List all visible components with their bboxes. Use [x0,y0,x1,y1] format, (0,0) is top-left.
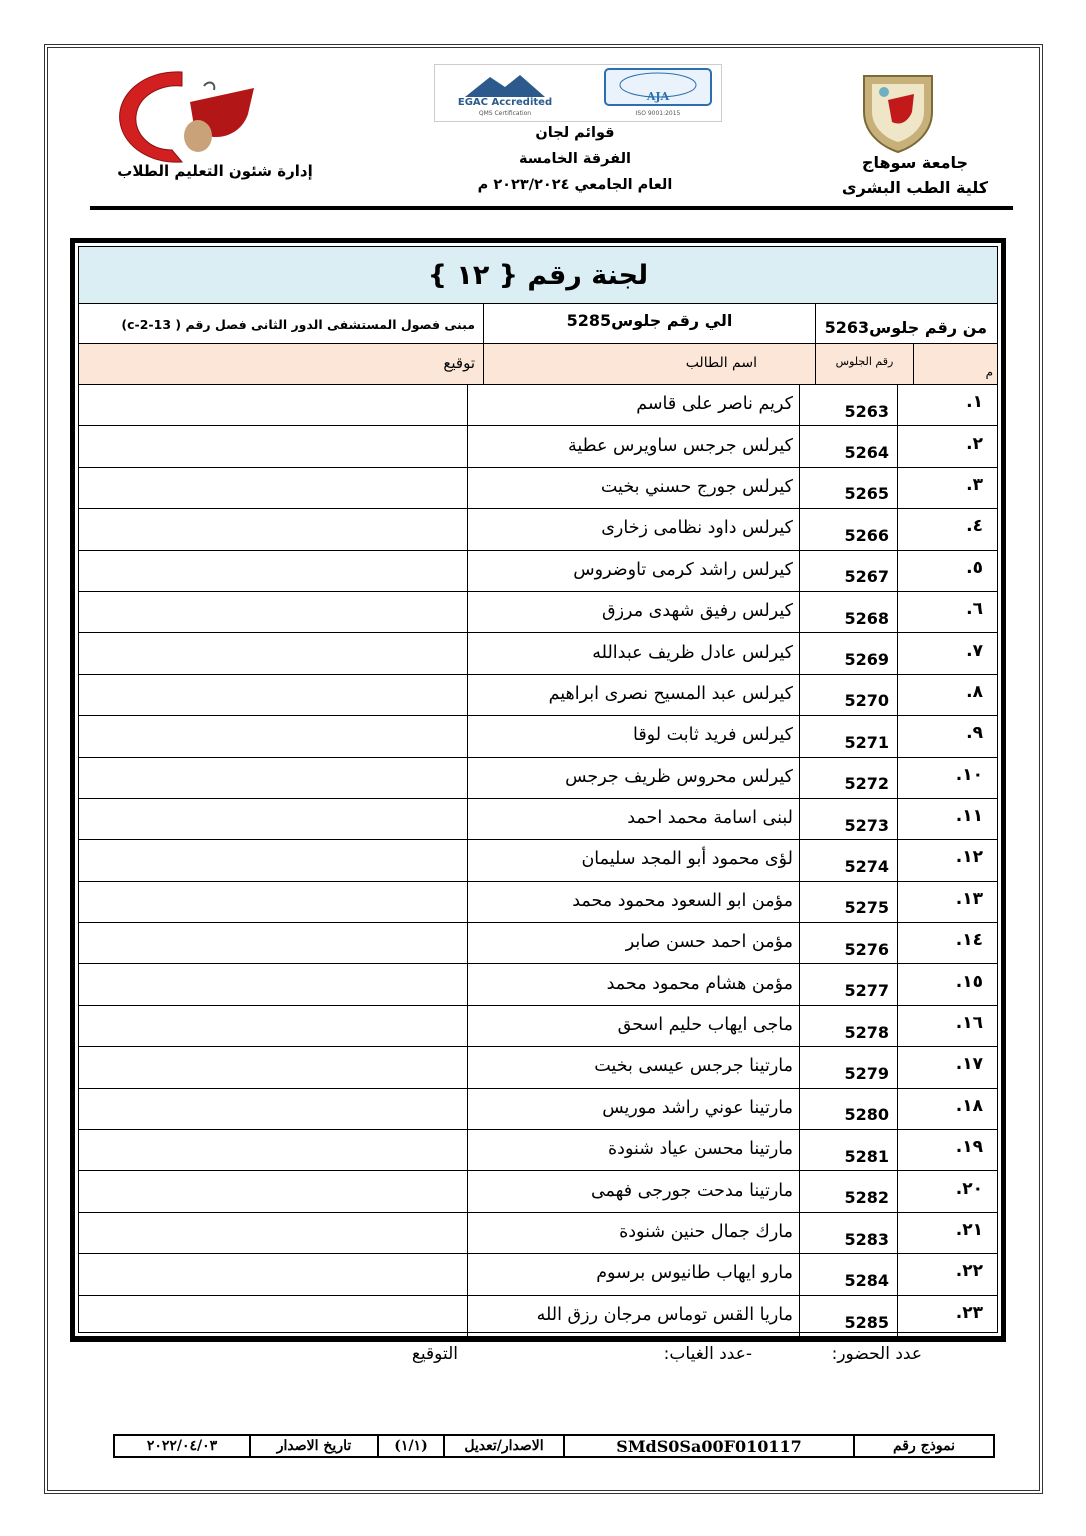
table-row [79,758,997,799]
table-row [79,1130,997,1171]
student-name: مؤمن هشام محمود محمد [467,964,799,1004]
table-row [79,385,997,426]
signature-cell[interactable] [75,1130,467,1170]
to-seat-number: الي رقم جلوس5285 [483,304,815,344]
document-title-block [440,120,710,198]
row-index: ١٠. [897,758,997,798]
table-row [79,882,997,923]
seat-number: 5280 [799,1089,897,1129]
student-name: كيرلس جورج حسني بخيت [467,468,799,508]
row-index: ٦. [897,592,997,632]
student-name: لبنى اسامة محمد احمد [467,799,799,839]
student-name: كيرلس فريد ثابت لوقا [467,716,799,756]
row-index: ١. [897,385,997,425]
header-divider [90,206,1013,210]
seat-number: 5274 [799,840,897,880]
seat-number: 5285 [799,1296,897,1337]
student-name: كيرلس داود نظامى زخارى [467,509,799,549]
row-index: ٢٠. [897,1171,997,1211]
absent-count-label: -عدد الغياب: [663,1344,752,1364]
table-row [79,923,997,964]
signature-cell[interactable] [75,509,467,549]
signature-cell[interactable] [75,716,467,756]
signature-cell[interactable] [75,468,467,508]
column-header-seat: رقم الجلوس [815,344,913,385]
row-index: ٣. [897,468,997,508]
row-index: ١٥. [897,964,997,1004]
from-seat-number: من رقم جلوس5263 [815,304,997,344]
supervisor-signature-label: التوقيع [411,1344,458,1364]
signature-cell[interactable] [75,592,467,632]
row-index: ١٩. [897,1130,997,1170]
signature-cell[interactable] [75,923,467,963]
student-name: كيرلس رفيق شهدى مرزق [467,592,799,632]
seat-number: 5278 [799,1006,897,1046]
egac-sub: QMS Certification [478,110,532,117]
row-index: ٨. [897,675,997,715]
committee-table [70,238,1006,1342]
table-row [79,840,997,881]
student-name: مارتينا مدحت جورجى فهمى [467,1171,799,1211]
seat-number: 5270 [799,675,897,715]
row-index: ١٦. [897,1006,997,1046]
university-crest [858,68,938,153]
title-committee-lists: قوائم لجان [535,125,615,141]
table-row [79,426,997,467]
table-row [79,1213,997,1254]
column-header-signature: توقيع [443,353,475,372]
row-index: ١٣. [897,882,997,922]
table-row [79,551,997,592]
egac-label: EGAC Accredited [457,97,553,108]
seat-number: 5268 [799,592,897,632]
table-row [79,468,997,509]
seat-number: 5281 [799,1130,897,1170]
accreditation-badges [434,64,722,122]
signature-cell[interactable] [75,882,467,922]
seat-number: 5279 [799,1047,897,1087]
seat-number: 5271 [799,716,897,756]
signature-cell[interactable] [75,1047,467,1087]
table-header-row [79,344,997,385]
student-name: مارتينا محسن عياد شنودة [467,1130,799,1170]
table-row [79,509,997,550]
seat-number: 5266 [799,509,897,549]
student-name: ماريا القس توماس مرجان رزق الله [467,1296,799,1337]
student-name: مارتينا عوني راشد موريس [467,1089,799,1129]
student-rows [79,385,997,1332]
student-name: مارك جمال حنين شنودة [467,1213,799,1253]
title-year-level: الفرقة الخامسة [518,151,632,167]
row-index: ٧. [897,633,997,673]
row-index: ٩. [897,716,997,756]
signature-cell[interactable] [75,964,467,1004]
signature-cell[interactable] [75,675,467,715]
signature-cell[interactable] [75,633,467,673]
signature-cell[interactable] [75,758,467,798]
seat-number: 5275 [799,882,897,922]
column-header-name: اسم الطالب [483,344,815,385]
aja-label: AJA [646,90,670,103]
signature-cell[interactable] [75,1254,467,1294]
exam-location: مبنى فصول المستشفى الدور الثانى فصل رقم ( 13-2-c) [121,316,475,332]
seat-number: 5276 [799,923,897,963]
row-index: ٢٣. [897,1296,997,1337]
present-count-label: عدد الحضور: [831,1344,922,1364]
row-index: ٢٢. [897,1254,997,1294]
attendance-summary [360,1344,930,1370]
table-row [79,716,997,757]
student-name: كيرلس محروس ظريف جرجس [467,758,799,798]
university-name-block [830,150,1000,200]
seat-number: 5267 [799,551,897,591]
signature-cell[interactable] [75,1213,467,1253]
column-header-index: م [913,344,997,385]
seat-number: 5284 [799,1254,897,1294]
signature-cell[interactable] [75,1006,467,1046]
seat-number: 5282 [799,1171,897,1211]
seat-number: 5264 [799,426,897,466]
signature-cell[interactable] [75,1171,467,1211]
seat-number: 5265 [799,468,897,508]
seat-number: 5273 [799,799,897,839]
seat-number: 5272 [799,758,897,798]
student-name: مارتينا جرجس عيسى بخيت [467,1047,799,1087]
signature-cell[interactable] [75,551,467,591]
signature-cell[interactable] [75,1296,467,1337]
aja-sub: ISO 9001:2015 [635,110,681,117]
seat-number: 5283 [799,1213,897,1253]
seat-number: 5263 [799,385,897,425]
faculty-name: كلية الطب البشرى [841,178,989,197]
row-index: ٥. [897,551,997,591]
issue-date-label: تاريخ الاصدار [249,1436,377,1456]
student-name: كيرلس عبد المسيح نصرى ابراهيم [467,675,799,715]
row-index: ٢. [897,426,997,466]
issue-date-value: ٢٠٢٢/٠٤/٠٣ [146,1438,218,1454]
table-row [79,1047,997,1088]
faculty-logo [112,66,267,166]
row-index: ١١. [897,799,997,839]
signature-cell[interactable] [75,1089,467,1129]
title-academic-year: العام الجامعي ٢٠٢٣/٢٠٢٤ م [477,177,673,193]
signature-cell[interactable] [75,840,467,880]
signature-cell[interactable] [75,385,467,425]
table-row [79,1296,997,1337]
student-name: مؤمن ابو السعود محمود محمد [467,882,799,922]
row-index: ٤. [897,509,997,549]
table-row [79,1254,997,1295]
seat-number: 5269 [799,633,897,673]
row-index: ١٨. [897,1089,997,1129]
table-row [79,592,997,633]
egac-badge [458,75,552,117]
table-row [79,633,997,674]
form-code: SMdS0Sa00F010117 [563,1436,853,1456]
row-index: ١٧. [897,1047,997,1087]
row-index: ١٤. [897,923,997,963]
table-row [79,799,997,840]
form-footer [113,1434,995,1458]
student-name: مؤمن احمد حسن صابر [467,923,799,963]
version-value: (١/١) [377,1436,443,1456]
signature-cell[interactable] [75,799,467,839]
table-row [79,1006,997,1047]
student-name: ماجى ايهاب حليم اسحق [467,1006,799,1046]
committee-title: لجنة رقم { ١٢ } [79,247,997,304]
student-name: كريم ناصر على قاسم [467,385,799,425]
aja-badge [605,69,711,117]
row-index: ١٢. [897,840,997,880]
document-header [0,0,1086,215]
table-row [79,675,997,716]
signature-cell[interactable] [75,426,467,466]
table-row [79,1089,997,1130]
form-number-label: نموذج رقم [853,1436,993,1456]
table-row [79,1171,997,1212]
row-index: ٢١. [897,1213,997,1253]
student-name: كيرلس راشد كرمى تاوضروس [467,551,799,591]
university-name: جامعة سوهاج [861,153,969,172]
student-name: كيرلس جرجس ساويرس عطية [467,426,799,466]
student-affairs-caption: إدارة شئون التعليم الطلاب [117,162,313,180]
committee-info-row [79,304,997,344]
table-row [79,964,997,1005]
student-name: مارو ايهاب طانيوس برسوم [467,1254,799,1294]
student-name: كيرلس عادل ظريف عبدالله [467,633,799,673]
seat-number: 5277 [799,964,897,1004]
version-label: الاصدار/تعديل [443,1436,563,1456]
student-name: لؤى محمود أبو المجد سليمان [467,840,799,880]
